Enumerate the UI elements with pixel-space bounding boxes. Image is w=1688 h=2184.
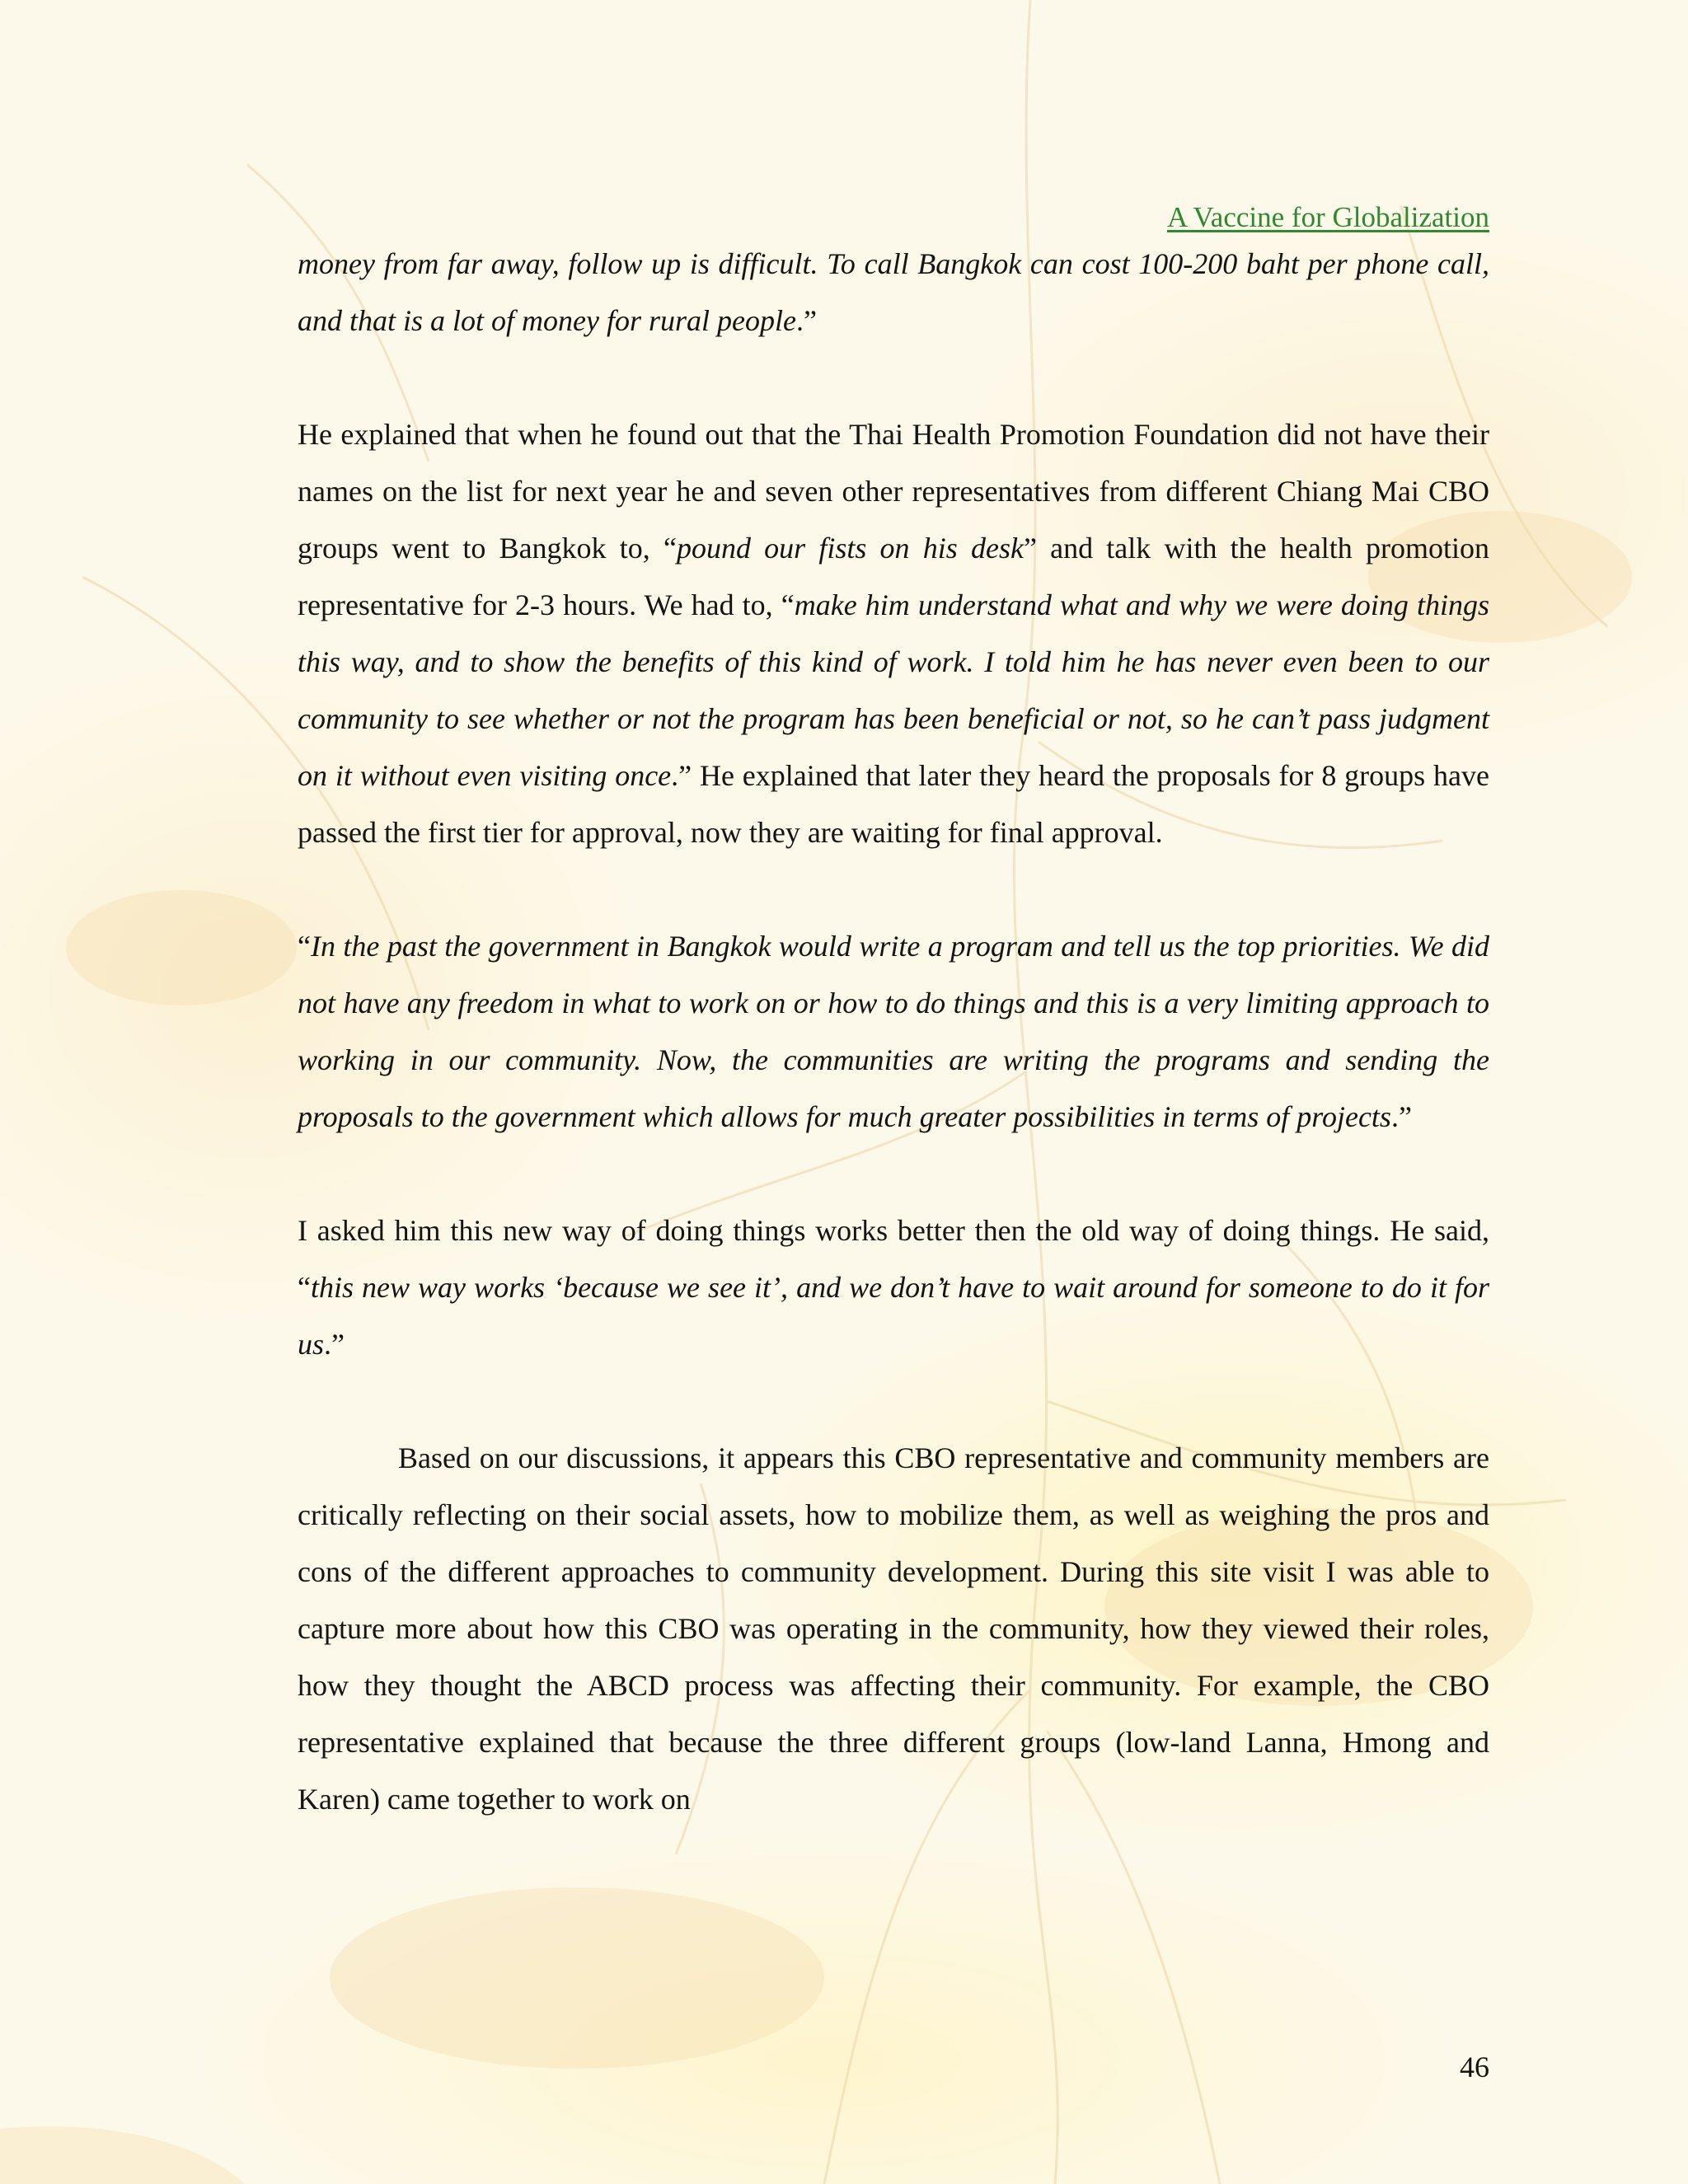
paragraph-text: Based on our discussions, it appears this CBO representative and community members are critically reflecting on their social assets, how to mobilize them, as well as weighing the pros and cons of the different approaches to community development. During this site visit I was able to capture more about how this CBO was operating in the community, how they viewed their roles, how they thought the ABCD process was affecting their community. For example, the CBO representative explained that because the three different groups (low-land Lanna, Hmong and Karen) came together to work on xyxy=(298,1441,1489,1816)
paragraph-text: I asked him this new way of doing things works better then the old way of doing things. He said, “ xyxy=(298,1214,1489,1304)
quoted-text: make him understand what and why we were doing things this way, and to show the benefits of this kind of work. I told him he has never even been to our community to see whether or not the program has been beneficial or not, so he can’t pass judgment on it without even visiting once xyxy=(298,588,1490,792)
running-header-title: A Vaccine for Globalization xyxy=(1166,201,1489,233)
quoted-text: this new way works ‘because we see it’, and we don’t have to wait around for someone to do it for us xyxy=(298,1271,1489,1361)
paragraph-text: “ xyxy=(298,930,311,963)
paragraph-text: .” xyxy=(795,304,817,337)
paragraph-text: .” xyxy=(1390,1100,1412,1133)
body-text xyxy=(298,236,1489,1828)
quoted-text: pound our fists on his desk xyxy=(676,532,1024,565)
body-paragraph xyxy=(298,1430,1489,1828)
body-paragraph xyxy=(298,1202,1489,1373)
quoted-text: money from far away, follow up is difficult. To call Bangkok can cost 100-200 baht per phone call, and that is a lot of money for rural people xyxy=(298,247,1489,337)
quoted-text: In the past the government in Bangkok would write a program and tell us the top priorities. We did not have any freedom in what to work on or how to do things and this is a very limiting approach to working in our community. Now, the communities are writing the programs and sending the proposals to the government which allows for much greater possibilities in terms of projects xyxy=(298,930,1489,1133)
body-paragraph xyxy=(298,236,1489,349)
paragraph-text: .” xyxy=(324,1328,345,1361)
page-number: 46 xyxy=(1460,2050,1489,2083)
paragraph-text: ” and talk with the health promotion representative for 2-3 hours. We had to, “ xyxy=(298,532,1489,621)
paragraph-text: .” He explained that later they heard the proposals for 8 groups have passed the first tier for approval, now they are waiting for final approval. xyxy=(298,759,1489,849)
paragraph-text: He explained that when he found out that the Thai Health Promotion Foundation did not have their names on the list for next year he and seven other representatives from different Chiang Mai CBO groups went to Bangkok to, “ xyxy=(298,418,1489,565)
body-paragraph xyxy=(298,406,1489,861)
body-paragraph xyxy=(298,918,1489,1146)
